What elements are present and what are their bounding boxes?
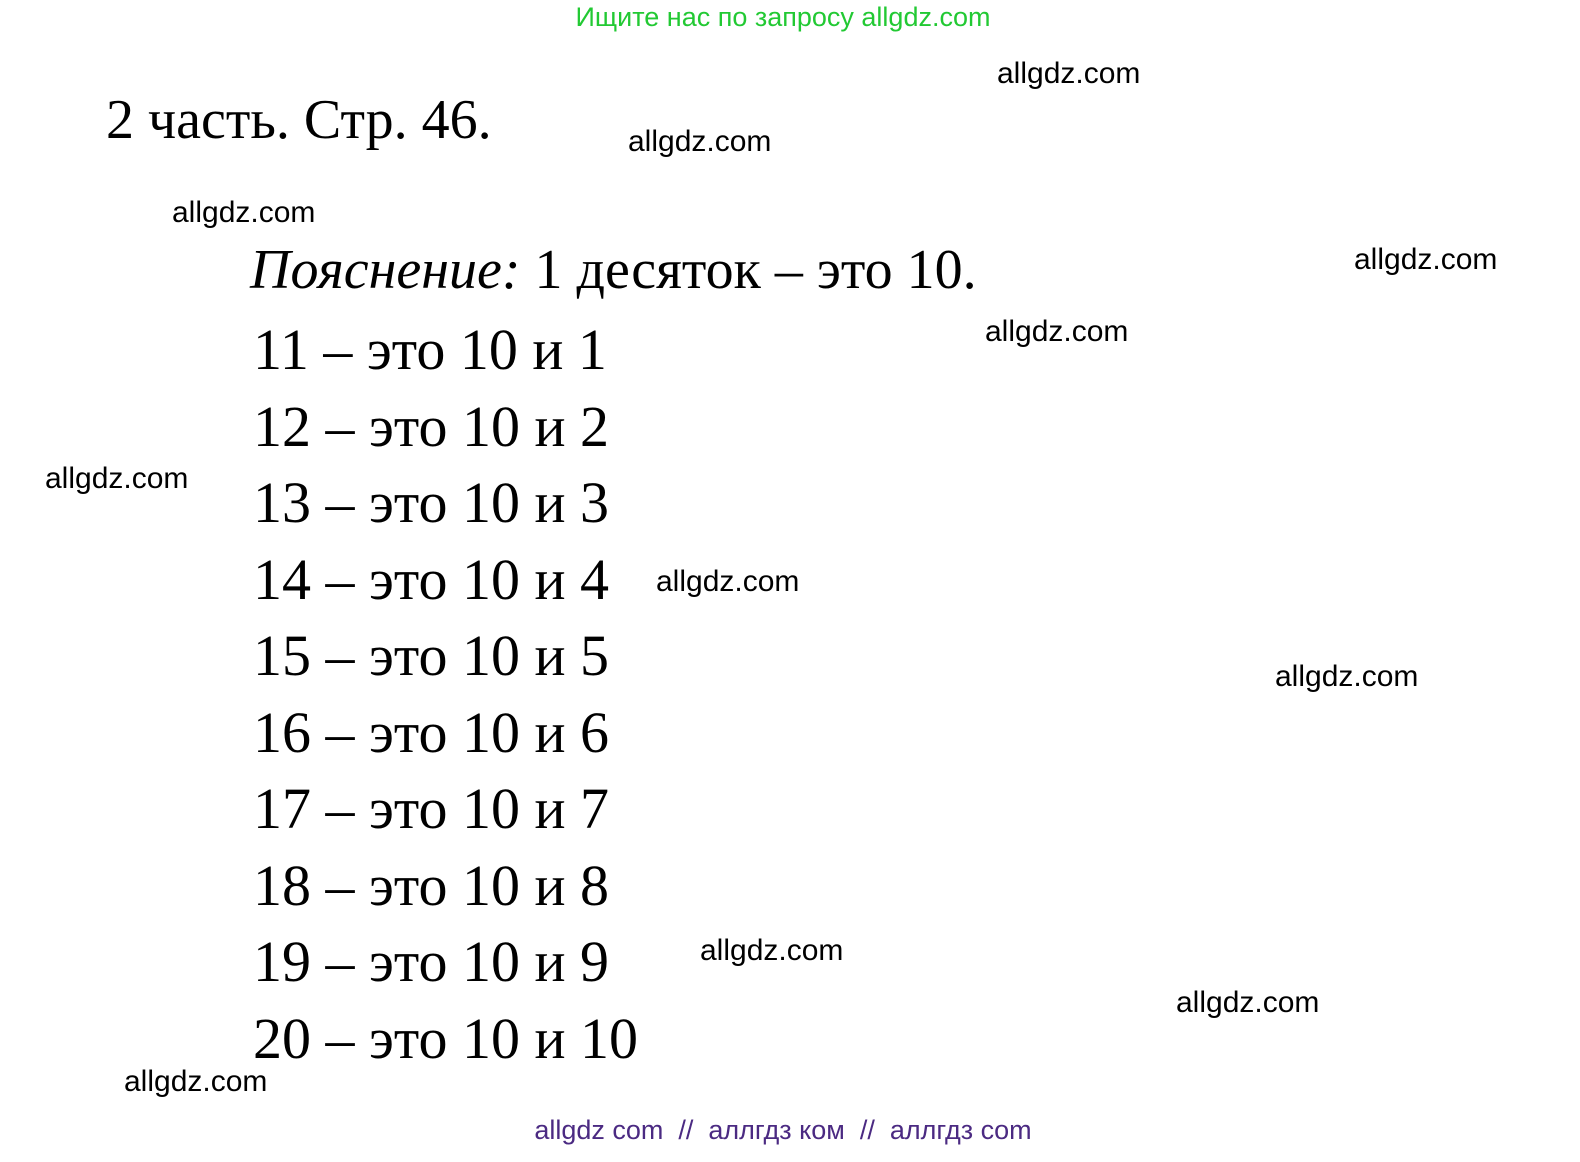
list-item: 16 – это 10 и 6: [253, 699, 610, 765]
list-item: 13 – это 10 и 3: [253, 470, 610, 535]
top-banner[interactable]: Ищите нас по запросу allgdz.com: [575, 2, 991, 32]
watermark: allgdz.com: [124, 1065, 268, 1098]
list-item: 19 – это 10 и 9: [253, 929, 610, 994]
list-item: 15 – это 10 и 5: [253, 623, 610, 688]
watermark: allgdz.com: [700, 934, 844, 967]
watermark: allgdz.com: [985, 315, 1129, 348]
watermark: allgdz.com: [1176, 986, 1320, 1019]
list-item: 20 – это 10 и 10: [253, 1005, 639, 1071]
explanation-label: Пояснение:: [250, 239, 521, 301]
decomposition-list: [253, 312, 638, 1077]
watermark: allgdz.com: [1275, 660, 1419, 693]
list-item: 12 – это 10 и 2: [253, 393, 610, 459]
watermark: allgdz.com: [45, 462, 189, 495]
explanation: [250, 238, 977, 302]
list-item: 14 – это 10 и 4: [253, 546, 610, 612]
watermark: allgdz.com: [997, 57, 1141, 90]
watermark: allgdz.com: [628, 125, 772, 158]
list-item: 11 – это 10 и 1: [253, 317, 607, 382]
list-item: 18 – это 10 и 8: [253, 852, 610, 918]
list-item: 17 – это 10 и 7: [253, 776, 610, 841]
watermark: allgdz.com: [656, 565, 800, 598]
watermark: allgdz.com: [172, 196, 316, 229]
page-title: 2 часть. Стр. 46.: [106, 89, 492, 151]
watermark: allgdz.com: [1354, 243, 1498, 276]
bottom-banner[interactable]: allgdz com // аллгдз ком // аллгдз com: [534, 1115, 1032, 1145]
explanation-text: 1 десяток – это 10.: [520, 239, 977, 301]
